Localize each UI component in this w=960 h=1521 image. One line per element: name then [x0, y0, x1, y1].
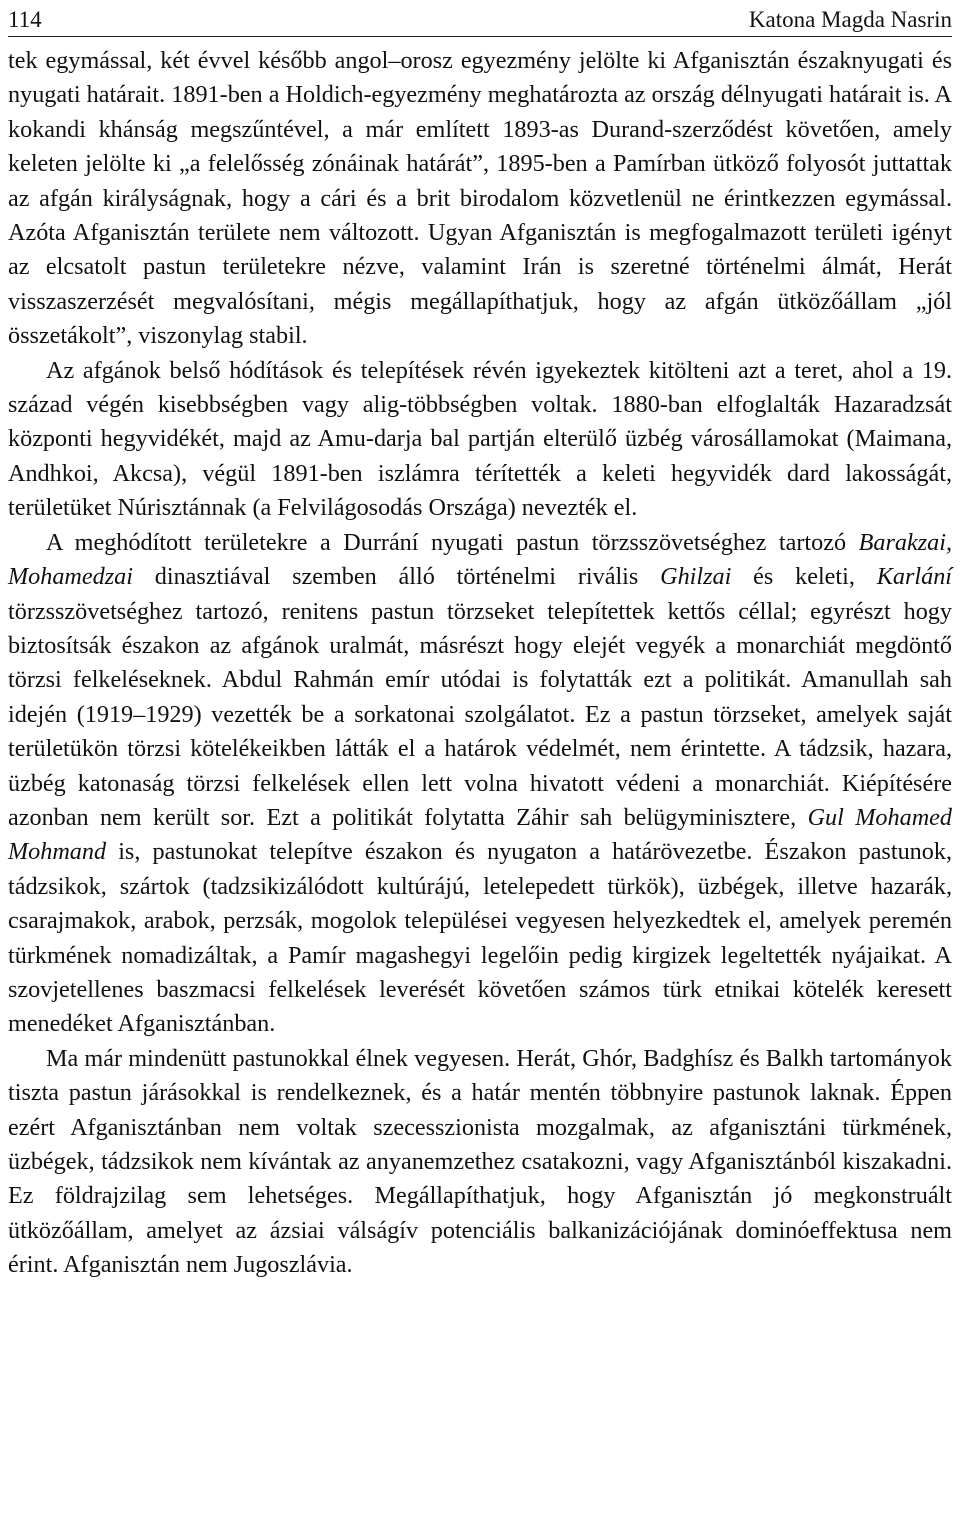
- body-text: [8, 44, 952, 1283]
- running-head-author: Katona Magda Nasrin: [748, 7, 952, 32]
- paragraph: [8, 354, 952, 526]
- text-segment: és keleti,: [731, 563, 877, 591]
- text-segment: törzsszövetséghez tartozó, renitens pastun törzseket telepítettek kettős céllal; egyrészt hogy biztosítsák északon az afgánok uralmát, másrészt hogy elejét vegyék a monarchiát megdöntő törzsi felkeléseknek. Abdul Rahmán emír utódai is folytatták ezt a politikát. Amanullah sah idején (1919–1929) vezették be a sorkatonai szolgálatot. Ez a pastun törzseket, amelyek saját területükön törzsi kötelékeikben látták el a határok védelmét, nem érintette. A tádzsik, hazara, üzbég katonaság törzsi felkelések ellen lett volna hivatott védeni a monarchiát. Kiépítésére azonban nem került sor. Ezt a politikát folytatta Záhir sah belügyminisztere,: [8, 597, 952, 831]
- paragraph: [8, 526, 952, 1042]
- page-number: 114: [8, 7, 42, 32]
- text-segment: Ma már mindenütt pastunokkal élnek vegyesen. Herát, Ghór, Badghísz és Balkh tartományok tiszta pastun járásokkal is rendelkeznek, és a határ mentén többnyire pastunok laknak. Éppen ezért Afganisztánban nem voltak szecesszionista mozgalmak, az afganisztáni türkmének, üzbégek, tádzsikok nem kívántak az anyanemzethez csatakozni, vagy Afganisztánból kiszakadni. Ez földrajzilag sem lehetséges. Megállapíthatjuk, hogy Afganisztán jó megkonstruált ütközőállam, amelyet az ázsiai válságív potenciális balkanizációjának dominóeffektusa nem érint. Afganisztán nem Jugoszlávia.: [8, 1044, 952, 1279]
- text-segment: A meghódított területekre a Durrání nyugati pastun törzsszövetséghez tartozó: [46, 528, 859, 556]
- italic-term: Gul Mohamed Mohmand: [8, 803, 952, 866]
- text-segment: tek egymással, két évvel később angol–orosz egyezmény jelölte ki Afganisztán északnyugati és nyugati határait. 1891-ben a Holdich-egyezmény meghatározta az ország délnyugati határait is. A kokandi khánság megszűntével, a már említett 1893-as Durand-szerződést követően, amely keleten jelölte ki „a felelősség zónáinak határát”, 1895-ben a Pamírban ütköző folyosót juttattak az afgán királyságnak, hogy a cári és a brit birodalom közvetlenül ne érintkezzen egymással. Azóta Afganisztán területe nem változott. Ugyan Afganisztán is megfogalmazott területi igényt az elcsatolt pastun területekre nézve, valamint Irán is szeretné történelmi álmát, Herát visszaszerzését megvalósítani, mégis megállapíthatjuk, hogy az afgán ütközőállam „jól összetákolt”, viszonylag stabil.: [8, 47, 952, 350]
- header-rule: [8, 36, 952, 37]
- italic-term: Karlání: [876, 563, 953, 591]
- text-segment: dinasztiával szemben álló történelmi rivális: [132, 563, 661, 591]
- italic-term: Ghilzai: [660, 563, 732, 591]
- paragraph: [8, 44, 952, 354]
- text-segment: Az afgánok belső hódítások és telepítések révén igyekeztek kitölteni azt a teret, ahol a 19. század végén kisebbségben vagy alig-többségben voltak. 1880-ban elfoglalták Hazaradzsát központi hegyvidékét, majd az Amu-darja bal partján elterülő üzbég városállamokat (Maimana, Andhkoi, Akcsa), végül 1891-ben iszlámra térítették a keleti hegyvidék dard lakosságát, területüket Núrisztánnak (a Felvilágosodás Országa) nevezték el.: [8, 356, 952, 522]
- italic-term: Barakzai, Mohamedzai: [8, 528, 952, 591]
- text-segment: is, pastunokat telepítve északon és nyugaton a határövezetbe. Északon pastunok, tádzsikok, szártok (tadzsikizálódott kultúrájú, letelepedett türkök), üzbégek, illetve hazarák, csarajmakok, arabok, perzsák, mogolok települései vegyesen helyezkedtek el, amelyek peremén türkmének nomadizáltak, a Pamír magashegyi legelőin pedig kirgizek legeltették nyájaikat. A szovjetellenes baszmacsi felkelések leverését követően számos türk etnikai kötelék keresett menedéket Afganisztánban.: [8, 838, 952, 1038]
- running-header: [8, 0, 952, 34]
- paragraph: [8, 1042, 952, 1283]
